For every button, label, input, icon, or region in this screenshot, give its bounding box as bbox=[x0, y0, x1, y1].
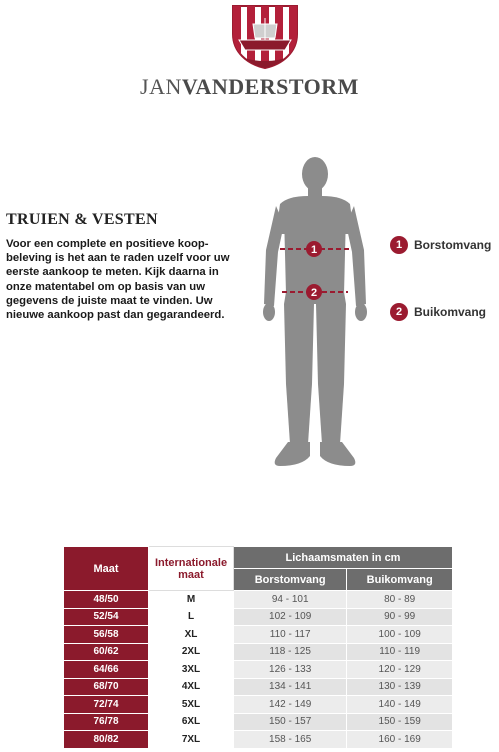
header-internationale-maat: Internationale maat bbox=[149, 547, 234, 591]
cell-borstomvang: 94 - 101 bbox=[234, 591, 347, 609]
cell-buikomvang: 110 - 119 bbox=[347, 643, 453, 661]
waist-marker-number: 2 bbox=[310, 287, 318, 299]
cell-buikomvang: 140 - 149 bbox=[347, 696, 453, 714]
cell-borstomvang: 158 - 165 bbox=[234, 731, 347, 749]
legend-item-borstomvang bbox=[390, 236, 491, 254]
cell-maat: 76/78 bbox=[64, 713, 149, 731]
cell-borstomvang: 102 - 109 bbox=[234, 608, 347, 626]
cell-maat: 52/54 bbox=[64, 608, 149, 626]
page-title: TRUIEN & VESTEN bbox=[6, 211, 158, 228]
table-row bbox=[64, 713, 453, 731]
brand-wordmark bbox=[0, 74, 499, 100]
cell-buikomvang: 130 - 139 bbox=[347, 678, 453, 696]
cell-buikomvang: 150 - 159 bbox=[347, 713, 453, 731]
body-silhouette-figure bbox=[258, 154, 372, 472]
cell-maat: 64/66 bbox=[64, 661, 149, 679]
cell-borstomvang: 142 - 149 bbox=[234, 696, 347, 714]
header-lichaamsmaten: Lichaamsmaten in cm bbox=[234, 547, 453, 569]
size-chart-table bbox=[63, 546, 453, 749]
cell-internationale-maat: M bbox=[149, 591, 234, 609]
table-row bbox=[64, 643, 453, 661]
header-buikomvang: Buikomvang bbox=[347, 569, 453, 591]
size-table-body bbox=[64, 591, 453, 749]
table-row bbox=[64, 696, 453, 714]
cell-internationale-maat: 6XL bbox=[149, 713, 234, 731]
legend-item-buikomvang bbox=[390, 303, 486, 321]
cell-borstomvang: 134 - 141 bbox=[234, 678, 347, 696]
cell-maat: 48/50 bbox=[64, 591, 149, 609]
cell-internationale-maat: 5XL bbox=[149, 696, 234, 714]
table-row bbox=[64, 608, 453, 626]
cell-buikomvang: 160 - 169 bbox=[347, 731, 453, 749]
cell-maat: 68/70 bbox=[64, 678, 149, 696]
brand-wordmark-light: JAN bbox=[140, 74, 182, 99]
table-row bbox=[64, 591, 453, 609]
cell-maat: 60/62 bbox=[64, 643, 149, 661]
cell-internationale-maat: XL bbox=[149, 626, 234, 644]
cell-maat: 72/74 bbox=[64, 696, 149, 714]
legend-label: Buikomvang bbox=[414, 305, 487, 319]
cell-buikomvang: 100 - 109 bbox=[347, 626, 453, 644]
cell-internationale-maat: 2XL bbox=[149, 643, 234, 661]
cell-maat: 56/58 bbox=[64, 626, 149, 644]
brand-wordmark-bold: VANDERSTORM bbox=[181, 74, 359, 99]
cell-borstomvang: 126 - 133 bbox=[234, 661, 347, 679]
cell-buikomvang: 120 - 129 bbox=[347, 661, 453, 679]
cell-internationale-maat: 7XL bbox=[149, 731, 234, 749]
table-row bbox=[64, 626, 453, 644]
legend-label: Borstomvang bbox=[414, 238, 492, 252]
table-row bbox=[64, 661, 453, 679]
cell-internationale-maat: 4XL bbox=[149, 678, 234, 696]
cell-borstomvang: 118 - 125 bbox=[234, 643, 347, 661]
legend-number-badge: 2 bbox=[390, 303, 408, 321]
cell-internationale-maat: 3XL bbox=[149, 661, 234, 679]
table-row bbox=[64, 678, 453, 696]
brand-shield-logo bbox=[229, 4, 301, 70]
cell-borstomvang: 110 - 117 bbox=[234, 626, 347, 644]
cell-buikomvang: 80 - 89 bbox=[347, 591, 453, 609]
intro-paragraph: Voor een complete en positieve koop-beleving is het aan te raden uzelf voor uw eerste aankoop te meten. Kijk daarna in onze matentabel om op basis van uw gegevens de juiste maat te vinden. Uw nieuwe aankoop past dan gegarandeerd. bbox=[6, 238, 230, 322]
legend-number-badge: 1 bbox=[390, 236, 408, 254]
cell-internationale-maat: L bbox=[149, 608, 234, 626]
table-row bbox=[64, 731, 453, 749]
cell-buikomvang: 90 - 99 bbox=[347, 608, 453, 626]
header-maat: Maat bbox=[64, 547, 149, 591]
cell-borstomvang: 150 - 157 bbox=[234, 713, 347, 731]
chest-marker-number: 1 bbox=[310, 244, 318, 256]
cell-maat: 80/82 bbox=[64, 731, 149, 749]
header-borstomvang: Borstomvang bbox=[234, 569, 347, 591]
